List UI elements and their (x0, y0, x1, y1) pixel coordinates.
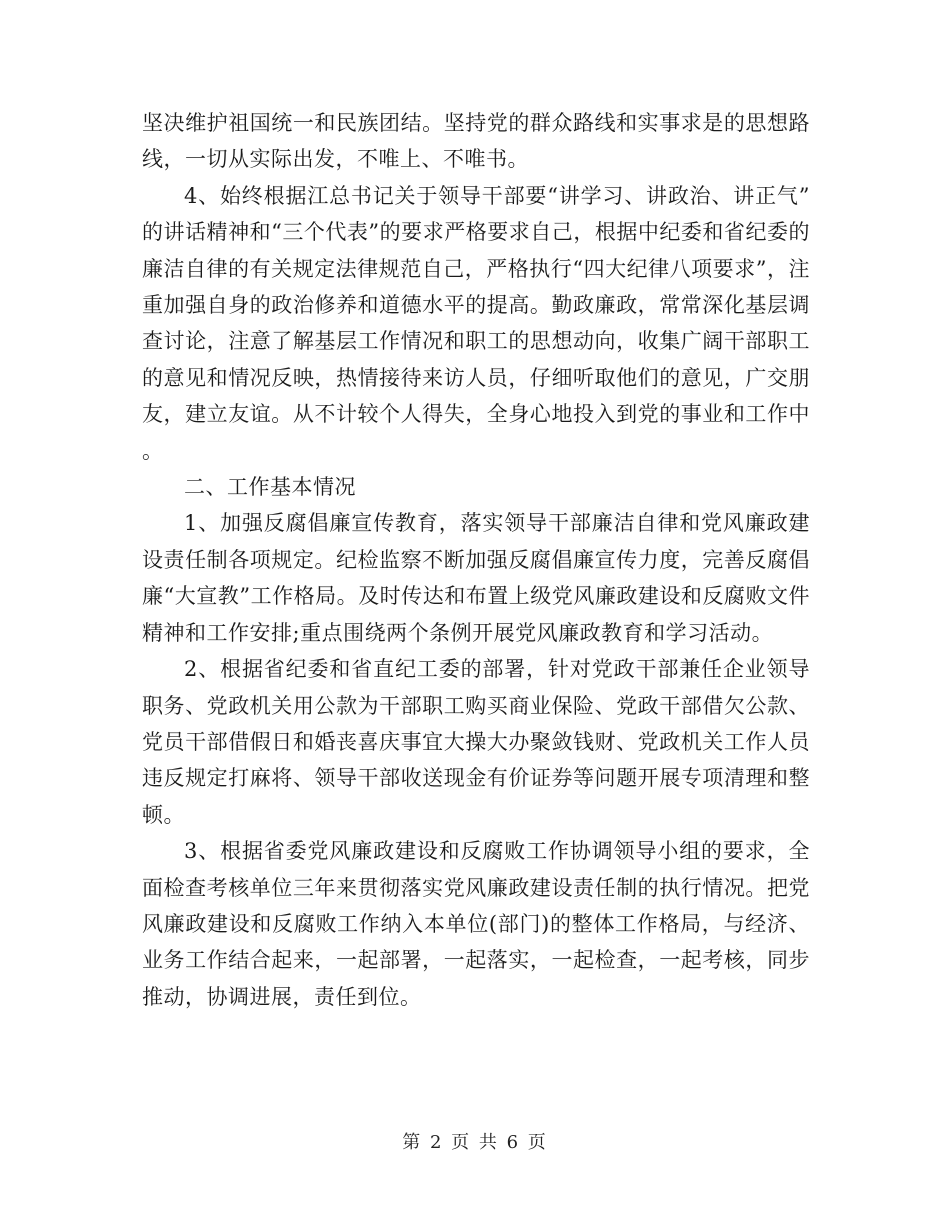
paragraph-item-3: 3、根据省委党风廉政建设和反腐败工作协调领导小组的要求，全面检查考核单位三年来贯彻落实党风廉政建设责任制的执行情况。把党风廉政建设和反腐败工作纳入本单位(部门)的整体工作格局，与经济、业务工作结合起来，一起部署，一起落实，一起检查，一起考核，同步推动，协调进展，责任到位。 (142, 839, 810, 1009)
paragraph-continued: 坚决维护祖国统一和民族团结。坚持党的群众路线和实事求是的思想路线，一切从实际出发，不唯上、不唯书。 (142, 111, 810, 172)
paragraph-item-4: 4、始终根据江总书记关于领导干部要“讲学习、讲政治、讲正气”的讲话精神和“三个代表”的要求严格要求自己，根据中纪委和省纪委的廉洁自律的有关规定法律规范自己，严格执行“四大纪律八项要求”，注重加强自身的政治修养和道德水平的提高。勤政廉政，常常深化基层调查讨论，注意了解基层工作情况和职工的思想动向，收集广阔干部职工的意见和情况反映，热情接待来访人员，仔细听取他们的意见，广交朋友，建立友谊。从不计较个人得失，全身心地投入到党的事业和工作中。 (142, 183, 810, 463)
page-footer: 第 2 页 共 6 页 (402, 1132, 548, 1153)
document-body (142, 105, 810, 1015)
section-heading: 二、工作基本情况 (184, 475, 356, 500)
paragraph-item-1: 1、加强反腐倡廉宣传教育，落实领导干部廉洁自律和党风廉政建设责任制各项规定。纪检监察不断加强反腐倡廉宣传力度，完善反腐倡廉“大宣教”工作格局。及时传达和布置上级党风廉政建设和反腐败文件精神和工作安排;重点围绕两个条例开展党风廉政教育和学习活动。 (142, 511, 810, 645)
paragraph-item-2: 2、根据省纪委和省直纪工委的部署，针对党政干部兼任企业领导职务、党政机关用公款为干部职工购买商业保险、党政干部借欠公款、党员干部借假日和婚丧喜庆事宜大操大办聚敛钱财、党政机关工作人员违反规定打麻将、领导干部收送现金有价证券等问题开展专项清理和整顿。 (142, 657, 810, 827)
